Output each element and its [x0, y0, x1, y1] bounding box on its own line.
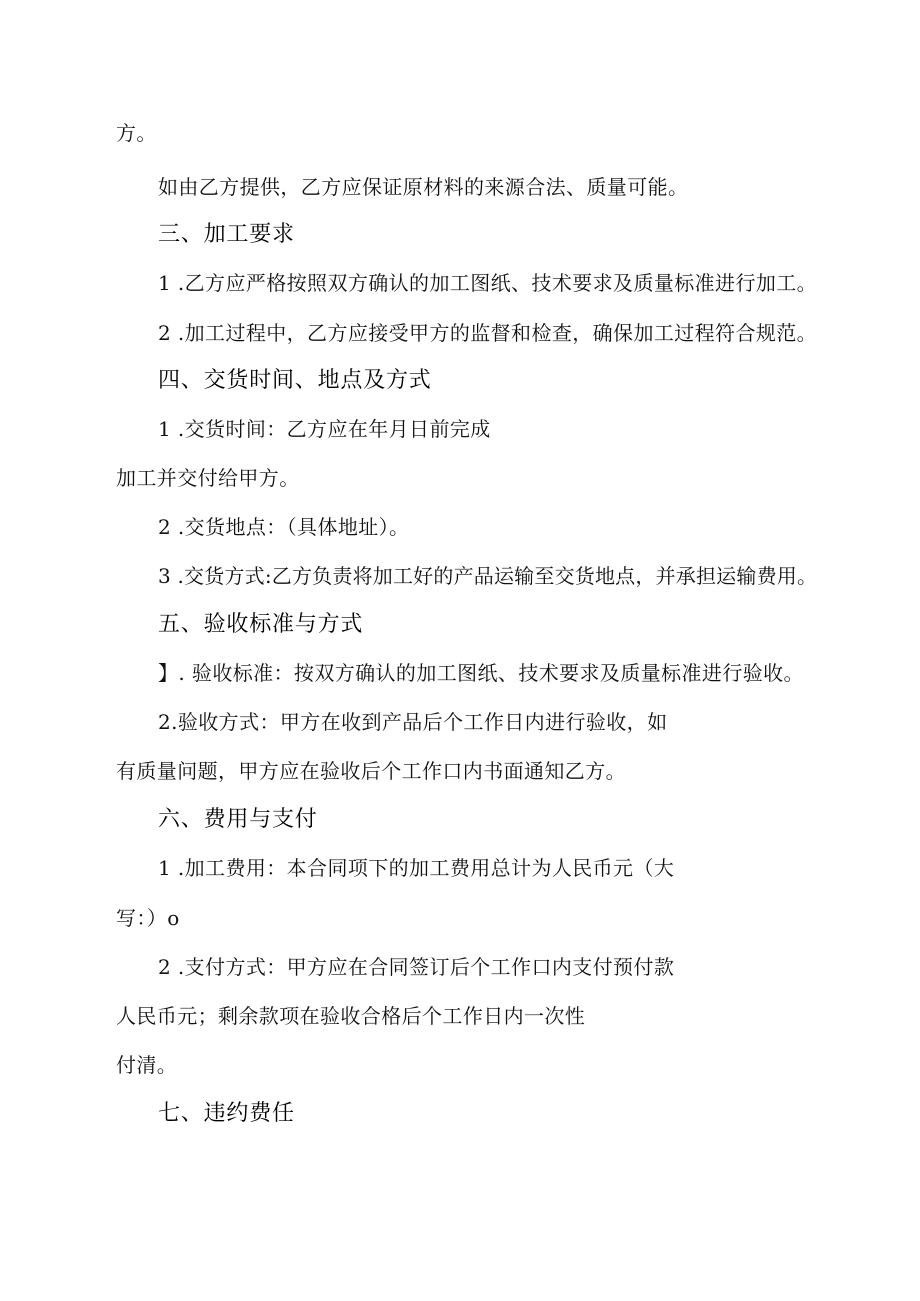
section-heading: 三、加工要求: [158, 222, 295, 247]
paragraph-line: 付清。: [116, 1053, 178, 1077]
paragraph-line: 如由乙方提供，乙方应保证原材料的来源合法、质量可能。: [158, 175, 689, 199]
section-heading: 五、验收标准与方式: [158, 612, 364, 637]
paragraph-line: 】. 验收标准：按双方确认的加工图纸、技术要求及质量标准进行验收。: [158, 661, 804, 685]
paragraph-line: 方。: [116, 121, 157, 145]
paragraph-line: 3 .交货方式:乙方负责将加工好的产品运输至交货地点，并承担运输费用。: [158, 564, 818, 588]
paragraph-line: 1 .交货时间：乙方应在年月日前完成: [158, 417, 491, 441]
paragraph-line: 2.验收方式：甲方在收到产品后个工作日内进行验收，如: [158, 710, 668, 734]
paragraph-line: 2 .交货地点：（具体地址）。: [158, 515, 410, 539]
paragraph-line: 2 .支付方式：甲方应在合同签订后个工作口内支付预付款: [158, 955, 675, 979]
paragraph-line: 1 .加工费用：本合同项下的加工费用总计为人民币元（大: [158, 856, 675, 880]
section-heading: 七、违约费任: [158, 1101, 295, 1126]
paragraph-line: 写：）o: [116, 906, 180, 930]
paragraph-line: 1 .乙方应严格按照双方确认的加工图纸、技术要求及质量标准进行加工。: [158, 271, 818, 295]
paragraph-line: 有质量问题，甲方应在验收后个工作口内书面通知乙方。: [116, 759, 626, 783]
section-heading: 四、交货时间、地点及方式: [158, 368, 432, 393]
paragraph-line: 人民币元；剩余款项在验收合格后个工作日内一次性: [116, 1004, 586, 1028]
paragraph-line: 2 .加工过程中，乙方应接受甲方的监督和检查，确保加工过程符合规范。: [158, 321, 818, 345]
paragraph-line: 加工并交付给甲方。: [116, 466, 300, 490]
section-heading: 六、费用与支付: [158, 807, 318, 832]
